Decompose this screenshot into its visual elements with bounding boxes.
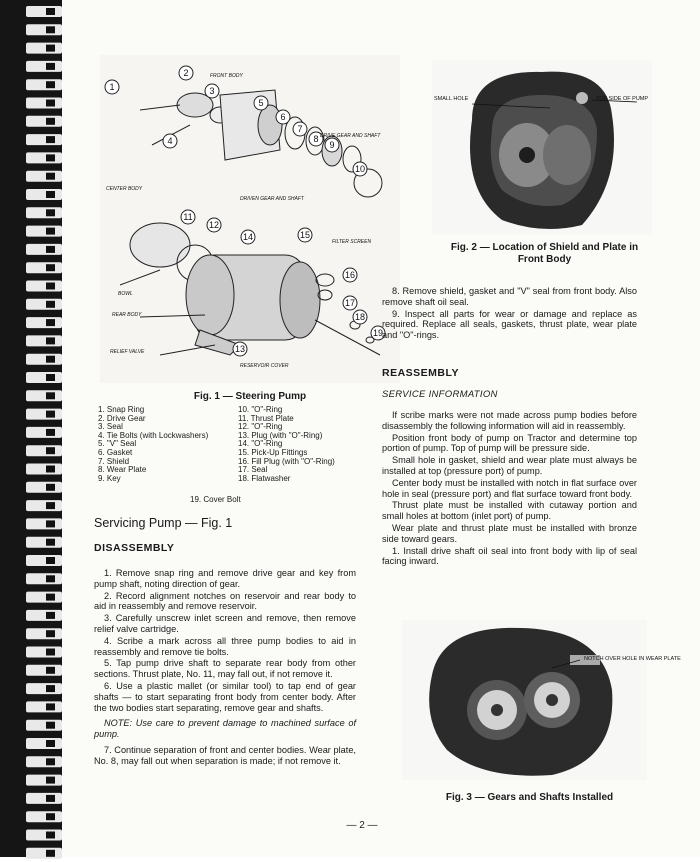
binding-hole [46, 502, 55, 509]
parts-list-item: 9. Key [98, 473, 121, 483]
parts-list-item: 8. Wear Plate [98, 465, 147, 475]
label-relief-valve: RELIEF VALVE [110, 349, 145, 355]
binding-coils [0, 0, 62, 857]
binding-coil [26, 207, 62, 218]
page-number: — 2 — [346, 820, 378, 831]
binding-coil [26, 518, 62, 529]
binding-hole [46, 795, 55, 802]
parts-list-left [98, 406, 208, 483]
fig2-photo [432, 60, 652, 235]
callout-number: 11 [183, 212, 193, 222]
parts-list-item: 12. "O"-Ring [238, 422, 283, 432]
binding-hole [46, 813, 55, 820]
binding-coil [26, 390, 62, 401]
label-rear-body: REAR BODY [112, 312, 142, 318]
disassembly-step: 2. Record alignment notches on reservoir and rear body to aid in reassembly and remove reservoir. [94, 590, 356, 612]
reassembly-paragraph: Wear plate and thrust plate must be installed with bronze side toward gears. [382, 522, 637, 544]
manual-page [62, 0, 700, 857]
binding-coil [26, 482, 62, 493]
fig1-caption: Fig. 1 — Steering Pump [193, 391, 307, 402]
binding-coil [26, 226, 62, 237]
subheading-service-information: SERVICE INFORMATION [382, 388, 498, 400]
binding-hole [46, 612, 55, 619]
disassembly-step: 5. Tap pump drive shaft to separate rear body from other sections. Thrust plate, No. 11, may fall out, if not remove it. [94, 658, 356, 680]
callout-number: 10 [354, 164, 366, 174]
disassembly-text [94, 568, 356, 767]
label-drive-gear: DRIVE GEAR AND SHAFT [320, 133, 381, 139]
reassembly-paragraph: Thrust plate must be installed with cutaway portion and small holes at bottom (inlet port) of pump. [382, 500, 637, 522]
binding-hole [46, 575, 55, 582]
binding-hole [46, 520, 55, 527]
fig3-caption: Fig. 3 — Gears and Shafts Installed [445, 792, 614, 803]
parts-list-item: 5. "V" Seal [98, 439, 137, 449]
binding-hole [46, 740, 55, 747]
binding-coil [26, 244, 62, 255]
binding-hole [46, 557, 55, 564]
binding-hole [46, 209, 55, 216]
binding-hole [46, 484, 55, 491]
reassembly-paragraph: If scribe marks were not made across pump bodies before disassembly the following information will aid in reassembly. [382, 409, 637, 431]
binding-hole [46, 100, 55, 107]
subheading-reassembly: REASSEMBLY [382, 366, 459, 379]
binding-coil [26, 811, 62, 822]
binding-coil [26, 628, 62, 639]
binding-hole [46, 466, 55, 473]
reassembly-text [382, 410, 637, 567]
binding-hole [46, 81, 55, 88]
binding-coil [26, 189, 62, 200]
disassembly-step: 8. Remove shield, gasket and "V" seal from front body. Also remove shaft oil seal. [382, 286, 637, 307]
callout-number: 1 [109, 82, 115, 92]
callout-number: 7 [297, 124, 303, 134]
fig2-caption-line1: Fig. 2 — Location of Shield and Plate in [450, 242, 639, 253]
parts-list-item: 4. Tie Bolts (with Lockwashers) [98, 430, 209, 440]
reassembly-paragraph: 1. Install drive shaft oil seal into front body with lip of seal facing inward. [382, 545, 637, 567]
callout-number: 19 [372, 328, 384, 338]
binding-coil [26, 738, 62, 749]
binding-hole [46, 246, 55, 253]
binding-hole [46, 411, 55, 418]
binding-hole [46, 649, 55, 656]
binding-coil [26, 116, 62, 127]
parts-list-last: 19. Cover Bolt [190, 495, 241, 504]
binding-hole [46, 429, 55, 436]
fig2-caption [402, 242, 687, 266]
binding-coil [26, 775, 62, 786]
callout-number: 14 [242, 232, 254, 242]
binding-hole [46, 8, 55, 15]
binding-coil [26, 665, 62, 676]
binding-hole [46, 594, 55, 601]
binding-coil [26, 134, 62, 145]
fig2-caption-line2: Front Body [517, 254, 572, 265]
binding-coil [26, 262, 62, 273]
binding-coil [26, 372, 62, 383]
binding-hole [46, 337, 55, 344]
binding-hole [46, 667, 55, 674]
binding-coil [26, 830, 62, 841]
label-bowl: BOWL [118, 291, 133, 297]
spiral-binding [0, 0, 62, 857]
parts-list-item: 1. Snap Ring [98, 405, 145, 414]
subheading-disassembly: DISASSEMBLY [94, 542, 175, 554]
binding-hole [46, 173, 55, 180]
label-small-hole: SMALL HOLE [434, 96, 469, 102]
label-top-side: TOP SIDE OF PUMP [596, 96, 649, 102]
binding-coil [26, 683, 62, 694]
binding-coil [26, 335, 62, 346]
callout-number: 17 [344, 298, 356, 308]
disassembly-step: 3. Carefully unscrew inlet screen and remove, then remove relief valve cartridge. [94, 613, 356, 634]
binding-coil [26, 701, 62, 712]
callout-number: 16 [344, 270, 356, 280]
binding-coil [26, 756, 62, 767]
disassembly-step: 4. Scribe a mark across all three pump bodies to aid in reassembly and remove tie bolts. [94, 635, 356, 657]
binding-hole [46, 228, 55, 235]
callout-number: 3 [209, 86, 215, 96]
binding-coil [26, 464, 62, 475]
parts-list-item: 3. Seal [98, 422, 123, 432]
disassembly-step: 6. Use a plastic mallet (or similar tool) to tap end of gear shafts — to start separating front body from center body. After the two bodies start separating, remove gear and shafts. [94, 680, 356, 713]
binding-hole [46, 45, 55, 52]
binding-hole [46, 539, 55, 546]
label-front-body: FRONT BODY [210, 73, 243, 79]
callout-number: 5 [258, 98, 264, 108]
binding-hole [46, 374, 55, 381]
binding-hole [46, 392, 55, 399]
binding-coil [26, 24, 62, 35]
binding-hole [46, 832, 55, 839]
binding-hole [46, 118, 55, 125]
parts-list-item: 14. "O"-Ring [238, 439, 283, 449]
binding-coil [26, 647, 62, 658]
section-title-servicing-pump: Servicing Pump — Fig. 1 [94, 516, 233, 530]
note-paragraph: NOTE: Use care to prevent damage to machined surface of pump. [94, 718, 356, 740]
parts-list-item: 16. Fill Plug (with "O"-Ring) [238, 456, 335, 466]
binding-coil [26, 573, 62, 584]
parts-list-right [238, 406, 335, 483]
right-column [382, 286, 637, 568]
binding-coil [26, 720, 62, 731]
callout-number: 18 [354, 312, 366, 322]
binding-coil [26, 537, 62, 548]
callout-number: 2 [183, 68, 189, 78]
binding-hole [46, 154, 55, 161]
binding-coil [26, 427, 62, 438]
binding-coil [26, 61, 62, 72]
binding-hole [46, 850, 55, 857]
callout-number: 13 [234, 344, 246, 354]
binding-hole [46, 356, 55, 363]
parts-list-item: 2. Drive Gear [98, 413, 146, 423]
callout-number: 8 [313, 134, 319, 144]
left-column [94, 516, 356, 768]
binding-coil [26, 98, 62, 109]
parts-list-item: 11. Thrust Plate [238, 413, 294, 423]
label-notch: NOTCH OVER HOLE IN WEAR PLATE [584, 656, 681, 662]
steering-pump-exploded-view [100, 55, 400, 383]
parts-list-item: 18. Flatwasher [238, 473, 291, 483]
paragraph-7: 7. Continue separation of front and center bodies. Wear plate, No. 8, may fall out when separation is made; if not remove it. [94, 744, 356, 766]
binding-coil [26, 592, 62, 603]
binding-coil [26, 610, 62, 621]
parts-list-item: 10. "O"-Ring [238, 405, 283, 414]
right-top-paragraphs [382, 286, 637, 341]
reassembly-paragraph: Small hole in gasket, shield and wear plate must always be installed at top (pressure port) of pump. [382, 455, 637, 476]
binding-hole [46, 630, 55, 637]
parts-list-item: 15. Pick-Up Fittings [238, 447, 308, 457]
callout-number: 4 [167, 136, 173, 146]
binding-coil [26, 299, 62, 310]
parts-list-item: 17. Seal [238, 465, 268, 475]
binding-hole [46, 319, 55, 326]
binding-coil [26, 848, 62, 859]
binding-hole [46, 191, 55, 198]
binding-hole [46, 26, 55, 33]
binding-coil [26, 317, 62, 328]
binding-coil [26, 281, 62, 292]
binding-coil [26, 354, 62, 365]
binding-hole [46, 301, 55, 308]
binding-coil [26, 793, 62, 804]
reassembly-paragraph: Position front body of pump on Tractor and determine top portion of pump. Top of pump will be pressure side. [382, 432, 637, 454]
fig1-diagram [100, 55, 400, 383]
label-reservoir-cover: RESERVOIR COVER [240, 363, 289, 369]
binding-coil [26, 43, 62, 54]
binding-coil [26, 6, 62, 17]
binding-coil [26, 555, 62, 566]
binding-coil [26, 500, 62, 511]
binding-hole [46, 758, 55, 765]
parts-list-item: 6. Gasket [98, 447, 133, 457]
binding-coil [26, 152, 62, 163]
binding-coil [26, 79, 62, 90]
parts-list-item: 7. Shield [98, 456, 130, 466]
binding-hole [46, 703, 55, 710]
label-filter-screen: FILTER SCREEN [332, 239, 372, 245]
disassembly-step: 1. Remove snap ring and remove drive gear and key from pump shaft, noting direction of gear. [94, 568, 356, 589]
binding-coil [26, 445, 62, 456]
callout-number: 6 [280, 112, 286, 122]
callout-number: 9 [329, 140, 335, 150]
label-center-body: CENTER BODY [106, 186, 143, 192]
binding-hole [46, 777, 55, 784]
callout-number: 12 [208, 220, 220, 230]
fig3-photo [402, 620, 681, 780]
binding-hole [46, 447, 55, 454]
callout-number: 15 [299, 230, 311, 240]
binding-hole [46, 722, 55, 729]
label-driven-gear: DRIVEN GEAR AND SHAFT [240, 196, 304, 202]
binding-hole [46, 283, 55, 290]
binding-coil [26, 171, 62, 182]
binding-hole [46, 264, 55, 271]
binding-hole [46, 63, 55, 70]
binding-coil [26, 409, 62, 420]
binding-hole [46, 685, 55, 692]
reassembly-paragraph: Center body must be installed with notch in flat surface over hole in seal (pressure port) and flat surface toward front body. [382, 477, 637, 499]
disassembly-step: 9. Inspect all parts for wear or damage and replace as required. Replace all seals, gaskets, thrust plate, wear plate and "O"-rings. [382, 308, 637, 341]
parts-list-item: 13. Plug (with "O"-Ring) [238, 430, 323, 440]
binding-hole [46, 136, 55, 143]
